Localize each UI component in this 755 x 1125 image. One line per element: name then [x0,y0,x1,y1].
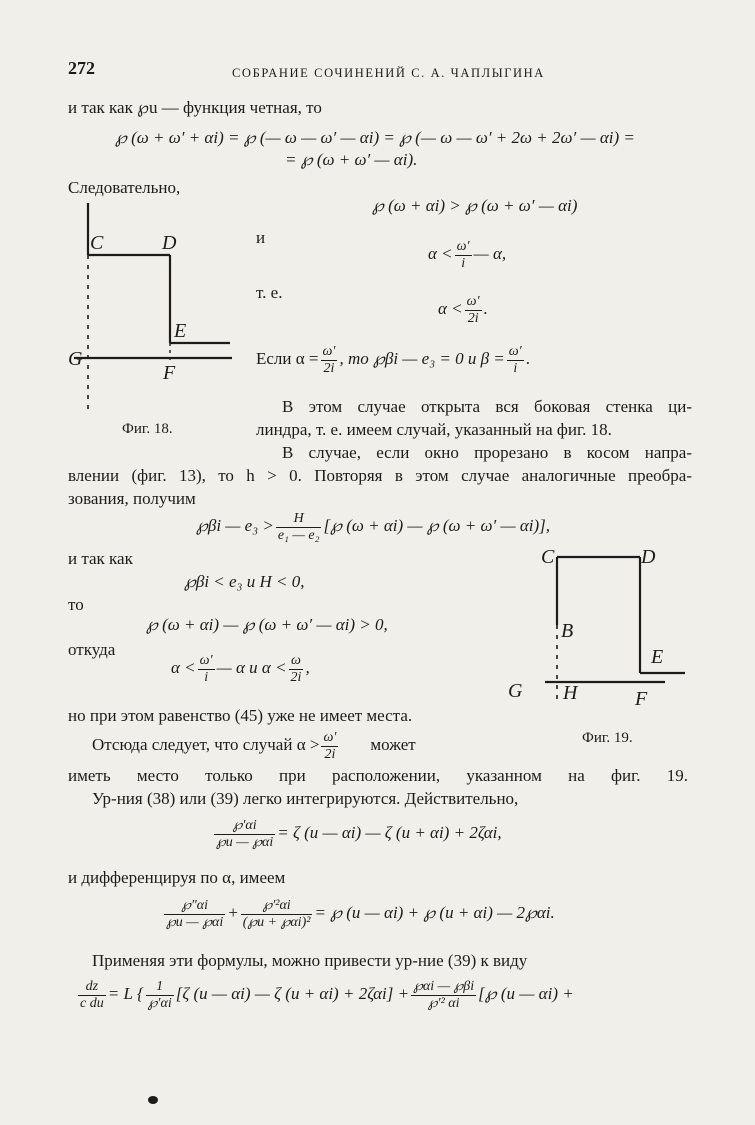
label-f: F [635,688,648,710]
fraction: $\frac{dz}{\text{c du}}$ [80,978,104,1011]
label-d: D [641,546,656,568]
figure-19-caption: Фиг. 19. [582,730,633,746]
formula [428,237,506,272]
formula: ℘ (ω + αi) — ℘ (ω + ω′ — αi) > 0, [146,615,388,634]
text-line: иметь место только при расположении, указанном на фиг. 19. [68,766,688,785]
text-line: влении (фиг. 13), то h > 0. Повторяя в этом случае аналогичные преобра- [68,466,692,485]
formula: α < $\frac{\omega'}{2i}$ . [438,293,488,326]
running-head: СОБРАНИЕ СОЧИНЕНИЙ С. А. ЧАПЛЫГИНА [232,66,545,80]
page-number: 272 [68,58,95,78]
label-f: F [163,362,176,384]
text-line: и так как ℘u — функция четная, то [68,98,322,117]
fraction: $\frac{\omega'}{i}$ [199,652,213,685]
label-g: G [508,680,523,702]
fraction: $\frac{\text{℘′²αi}}{\text{(℘u + ℘αi)²}}$ [242,897,311,930]
text-line: линдра, т. е. имеем случай, указанный на фиг. 18. [256,420,612,439]
text-line: В этом случае открыта вся боковая стенка ци- [282,397,692,416]
fraction: $\frac{\omega'}{i}$ [508,343,522,376]
text-line: Ур-ния (38) или (39) легко интегрируются. Действительно, [92,789,519,808]
label-b: B [561,620,574,642]
label-c: C [541,546,555,568]
formula: $\frac{dz}{\text{c du}}$ = L { $\frac{1}{℘'\alpha i}$ [ζ (u — αi) — ζ (u + αi) + 2ζαi] + $\frac{℘\alpha i — ℘\beta i}{\text{℘′² αi}}$ [℘ (u — αi) + [80,978,574,1011]
formula-part: α < [428,244,453,263]
text-line: Отсюда следует, что случай α > $\frac{\omega'}{2i}$ может [92,729,416,762]
text-line: зования, получим [68,489,196,508]
text-line: и дифференцируя по α, имеем [68,868,286,887]
label-g: G [68,348,83,370]
formula: ℘ (ω + ω′ + αi) = ℘ (— ω — ω′ — αi) = ℘ (— ω — ω′ + 2ω + 2ω′ — αi) = [115,128,635,147]
fraction: $\frac{℘'\alpha i}{℘u — ℘\alpha i}$ [216,817,274,850]
formula: ℘βi — e₃ > $\frac{H}{\text{e₁ — e₂}}$ [℘ (ω + αi) — ℘ (ω + ω′ — αi)], [196,510,550,543]
figure-18-caption: Фиг. 18. [122,421,173,437]
figure-18 [70,195,270,425]
fraction: $\frac{\omega'}{2i}$ [322,343,336,376]
text-line: т. е. [256,283,283,302]
figure-19 [505,545,705,725]
label-e: E [651,646,664,668]
formula: ℘βi < e₃ и H < 0, [184,572,305,591]
text-line: и [256,228,266,247]
fraction: $\frac{H}{\text{e₁ — e₂}}$ [277,510,320,543]
formula: $\frac{℘'\alpha i}{℘u — ℘\alpha i}$ = ζ (u — αi) — ζ (u + αi) + 2ζαi, [216,817,502,850]
text-line: откуда [68,640,116,659]
fraction: $\frac{\omega'}{2i}$ [466,293,480,326]
ink-speck [148,1096,158,1104]
formula: ℘ (ω + αi) > ℘ (ω + ω′ — αi) [372,196,578,215]
formula-part: — α, [473,244,507,263]
fraction: $\frac{\omega'}{2i}$ [323,729,337,762]
fraction: $\frac{℘\alpha i — ℘\beta i}{\text{℘′² αi}}$ [413,978,475,1011]
formula: = ℘ (ω + ω′ — αi). [285,150,418,169]
text-line: но при этом равенство (45) уже не имеет места. [68,706,413,725]
text-line: Следовательно, [68,178,181,197]
formula: α < $\frac{\omega'}{i}$ — α и α < $\frac{\omega}{2i}$ , [171,652,310,685]
fraction: $\frac{1}{℘'\alpha i}$ [147,978,172,1011]
label-c: C [90,232,104,254]
label-d: D [162,232,177,254]
fraction: $\frac{\omega'}{i}$ [456,238,470,271]
text-line: Если α = $\frac{\omega'}{2i}$ , то ℘βi — e₃ = 0 и β = $\frac{\omega'}{i}$ . [256,343,530,376]
text-line: то [68,595,84,614]
fraction: $\frac{\omega}{2i}$ [290,652,302,685]
label-h: H [563,682,578,704]
text-line: В случае, если окно прорезано в косом напра- [282,443,692,462]
text-line: и так как [68,549,133,568]
fraction: $\frac{℘''\alpha i}{℘u — ℘\alpha i}$ [166,897,224,930]
label-e: E [174,320,187,342]
formula: $\frac{℘''\alpha i}{℘u — ℘\alpha i}$ + $\frac{\text{℘′²αi}}{\text{(℘u + ℘αi)²}}$ = ℘ (u — αi) + ℘ (u + αi) — 2℘αi. [166,897,555,930]
text-line: Применяя эти формулы, можно привести ур-ние (39) к виду [92,951,528,970]
